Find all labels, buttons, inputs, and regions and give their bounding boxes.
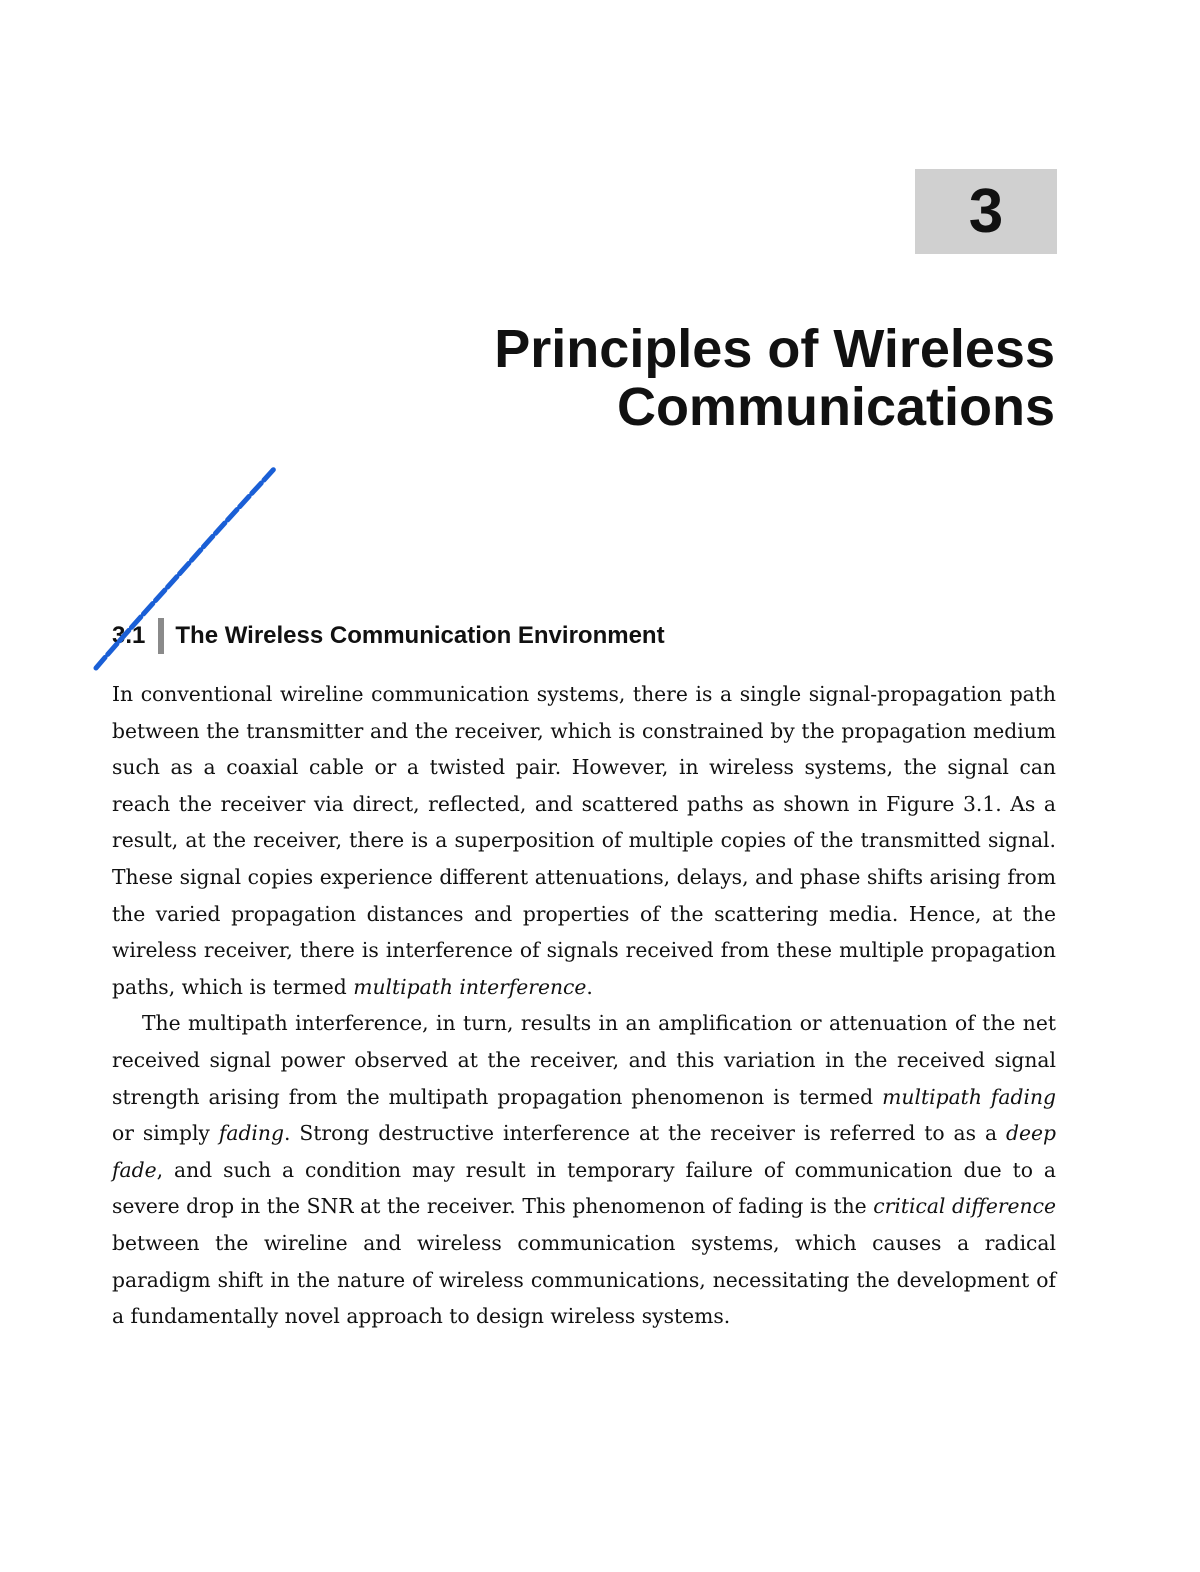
term-critical-difference: critical difference <box>873 1194 1056 1219</box>
term-multipath-fading: multipath fading <box>882 1084 1056 1109</box>
paragraph-1 <box>112 676 1056 1005</box>
chapter-number-box <box>915 169 1057 254</box>
term-fading: fading <box>218 1121 284 1146</box>
chapter-number: 3 <box>968 176 1004 246</box>
body-text <box>112 676 1056 1335</box>
section-heading <box>112 617 665 655</box>
paragraph-2-text-1: The multipath interference, in turn, results in an amplification or attenuation of the net received signal power observed at the receiver, and this variation in the received signal strength arising from the multipath propagation phenomenon is termed <box>112 1011 1056 1109</box>
chapter-title <box>355 320 1055 436</box>
paragraph-2-text-3: . Strong destructive interference at the receiver is referred to as a <box>283 1121 1007 1146</box>
paragraph-2-text-5: between the wireline and wireless communication systems, which causes a radical paradigm shift in the nature of wireless communications, necessitating the development of a fundamentally novel approach to design wireless systems. <box>112 1230 1056 1329</box>
term-deep-fade: deep fade <box>112 1121 1056 1182</box>
paragraph-2-text-4: , and such a condition may result in temporary failure of communication due to a severe drop in the SNR at the receiver. This phenomenon of fading is the <box>112 1157 1056 1219</box>
paragraph-2 <box>112 1005 1056 1334</box>
paragraph-1-text: In conventional wireline communication systems, there is a single signal-propagation path between the transmitter and the receiver, which is constrained by the propagation medium such as a coaxial cable or a twisted pair. However, in wireless systems, the signal can reach the receiver via direct, reflected, and scattered paths as shown in Figure 3.1. As a result, at the receiver, there is a superposition of multiple copies of the transmitted signal. These signal copies experience different attenuations, delays, and phase shifts arising from the varied propagation distances and properties of the scattering media. Hence, at the wireless receiver, there is interference of signals received from these multiple propagation paths, which is termed <box>112 682 1056 999</box>
chapter-title-line-2: Communications <box>616 377 1055 437</box>
chapter-title-line-1: Principles of Wireless <box>494 319 1055 379</box>
paragraph-1-end: . <box>586 974 593 999</box>
section-title: The Wireless Communication Environment <box>175 622 665 649</box>
section-number: 3.1 <box>112 622 146 649</box>
section-divider-bar <box>158 618 164 654</box>
term-multipath-interference: multipath interference <box>353 974 587 999</box>
paragraph-2-text-2: or simply <box>112 1121 219 1146</box>
